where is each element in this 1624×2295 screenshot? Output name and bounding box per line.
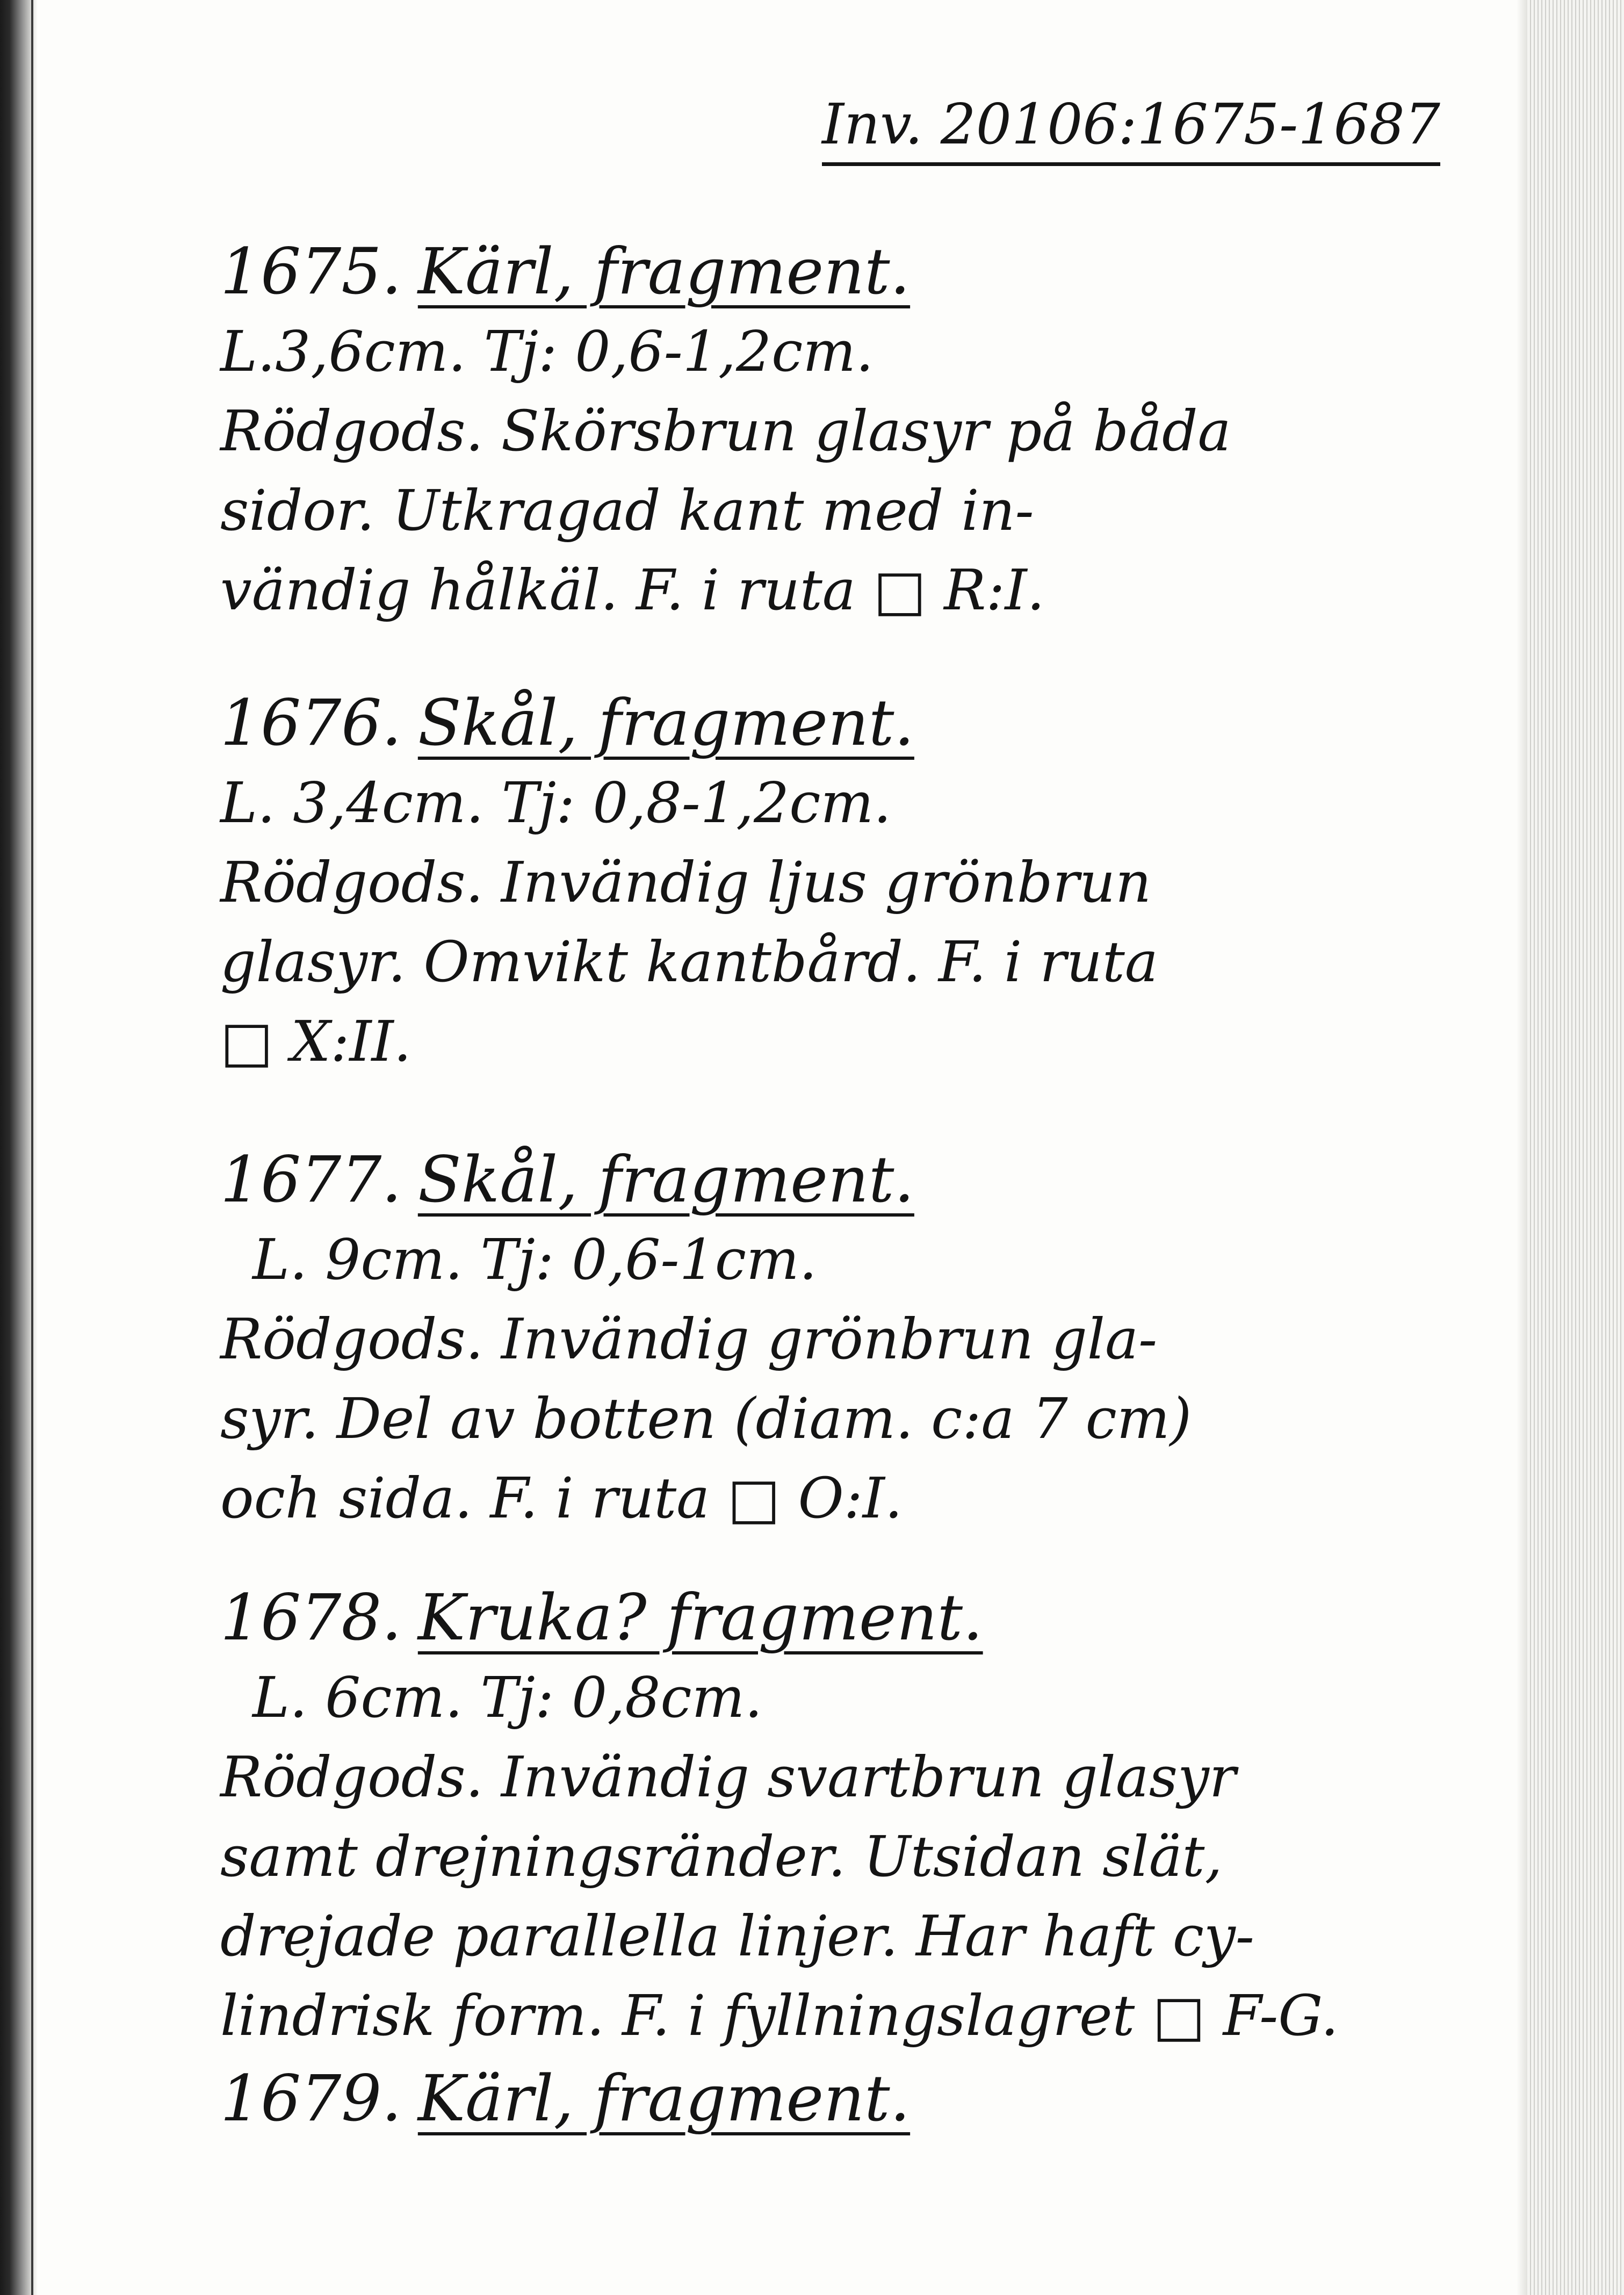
entry-dimensions: L.3,6cm. Tj: 0,6-1,2cm.	[220, 319, 874, 384]
entry-heading	[220, 682, 1365, 763]
entry-heading	[220, 2058, 1365, 2139]
entry-description-line: lindrisk form. F. i fyllningslagret □ F-G.	[220, 1983, 1339, 2048]
entry-description-line: vändig hålkäl. F. i ruta □ R:I.	[220, 557, 1045, 623]
entry-dimensions: L. 9cm. Tj: 0,6-1cm.	[252, 1227, 817, 1292]
entry-description-line: Rödgods. Skörsbrun glasyr på båda	[220, 398, 1231, 464]
entry-description-line: □ X:II.	[220, 1009, 412, 1074]
page-edge-shadow	[1517, 0, 1527, 2295]
catalog-entry	[220, 2058, 1365, 2139]
entry-description-line: Rödgods. Invändig svartbrun glasyr	[220, 1744, 1236, 1810]
catalog-entry	[220, 231, 1365, 630]
catalog-entry	[220, 1139, 1365, 1538]
page-stack-edge	[1527, 0, 1624, 2295]
entry-heading	[220, 1577, 1365, 1658]
catalog-entry	[220, 1577, 1365, 2055]
entry-number: 1676.	[220, 686, 402, 760]
book-binding	[0, 0, 38, 2295]
entry-description-line: Rödgods. Invändig grönbrun gla-	[220, 1306, 1158, 1372]
entry-description-line: samt drejningsränder. Utsidan slät,	[220, 1824, 1223, 1889]
entry-title: Skål, fragment.	[417, 1142, 914, 1217]
entry-description-line: drejade parallella linjer. Har haft cy-	[220, 1903, 1254, 1969]
entry-title: Kärl, fragment.	[417, 2061, 911, 2135]
entry-heading	[220, 1139, 1365, 1220]
entry-number: 1677.	[220, 1142, 402, 1217]
entry-heading	[220, 231, 1365, 312]
entry-description-line: glasyr. Omvikt kantbård. F. i ruta	[220, 929, 1158, 995]
inventory-number: Inv. 20106:1675-1687	[822, 91, 1440, 166]
entry-title: Kruka? fragment.	[417, 1580, 983, 1654]
entry-dimensions: L. 6cm. Tj: 0,8cm.	[252, 1665, 763, 1730]
entry-number: 1679.	[220, 2061, 402, 2135]
entry-number: 1675.	[220, 234, 402, 308]
entry-title: Kärl, fragment.	[417, 234, 911, 308]
entry-dimensions: L. 3,4cm. Tj: 0,8-1,2cm.	[220, 770, 892, 836]
entry-description-line: och sida. F. i ruta □ O:I.	[220, 1465, 903, 1531]
entry-title: Skål, fragment.	[417, 686, 914, 760]
catalog-entry	[220, 682, 1365, 1081]
entry-description-line: sidor. Utkragad kant med in-	[220, 478, 1034, 543]
entry-description-line: Rödgods. Invändig ljus grönbrun	[220, 850, 1152, 915]
entry-number: 1678.	[220, 1580, 402, 1654]
entry-description-line: syr. Del av botten (diam. c:a 7 cm)	[220, 1386, 1192, 1451]
binding-line	[31, 0, 33, 2295]
